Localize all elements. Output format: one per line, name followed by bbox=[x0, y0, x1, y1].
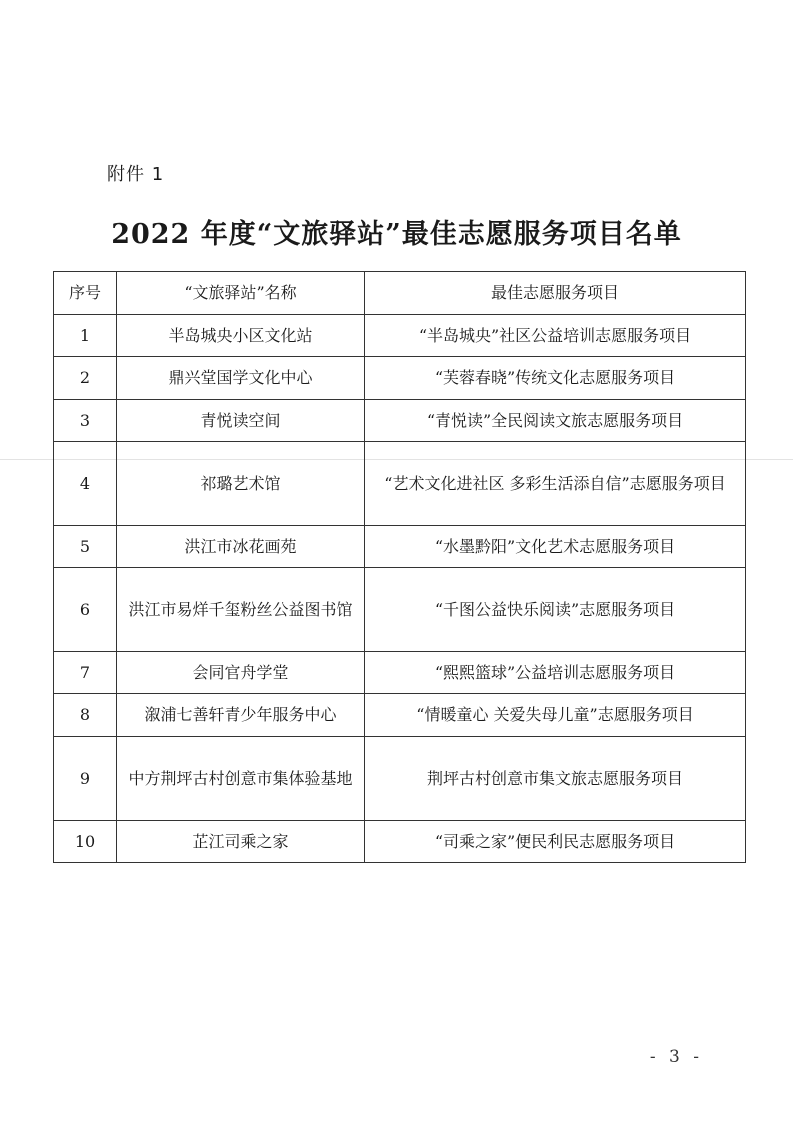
table-row bbox=[54, 526, 746, 568]
station-name: 洪江市易烊千玺粉丝公益图书馆 bbox=[117, 568, 365, 652]
project-name: “千图公益快乐阅读”志愿服务项目 bbox=[365, 568, 746, 652]
row-number: 10 bbox=[54, 821, 117, 863]
station-name: 鼎兴堂国学文化中心 bbox=[117, 357, 365, 400]
station-name: 祁璐艺术馆 bbox=[117, 442, 365, 526]
row-number: 4 bbox=[54, 442, 117, 526]
project-name: “司乘之家”便民利民志愿服务项目 bbox=[365, 821, 746, 863]
table-header-row bbox=[54, 272, 746, 315]
project-name: “青悦读”全民阅读文旅志愿服务项目 bbox=[365, 400, 746, 442]
table-row bbox=[54, 652, 746, 694]
station-name: 溆浦七善轩青少年服务中心 bbox=[117, 694, 365, 737]
table-row bbox=[54, 821, 746, 863]
table-row bbox=[54, 694, 746, 737]
row-number: 1 bbox=[54, 315, 117, 357]
project-name: “熙熙篮球”公益培训志愿服务项目 bbox=[365, 652, 746, 694]
table-row bbox=[54, 357, 746, 400]
volunteer-project-table bbox=[53, 271, 746, 863]
row-number: 2 bbox=[54, 357, 117, 400]
project-name: “情暖童心 关爱失母儿童”志愿服务项目 bbox=[365, 694, 746, 737]
project-name: “芙蓉春晓”传统文化志愿服务项目 bbox=[365, 357, 746, 400]
table-row bbox=[54, 568, 746, 652]
station-name: 半岛城央小区文化站 bbox=[117, 315, 365, 357]
station-name: 青悦读空间 bbox=[117, 400, 365, 442]
table-row bbox=[54, 400, 746, 442]
row-number: 8 bbox=[54, 694, 117, 737]
column-header-project: 最佳志愿服务项目 bbox=[365, 272, 746, 315]
project-name: 荆坪古村创意市集文旅志愿服务项目 bbox=[365, 737, 746, 821]
page-number: - 3 - bbox=[649, 1047, 703, 1067]
station-name: 中方荆坪古村创意市集体验基地 bbox=[117, 737, 365, 821]
project-name: “半岛城央”社区公益培训志愿服务项目 bbox=[365, 315, 746, 357]
row-number: 5 bbox=[54, 526, 117, 568]
station-name: 会同官舟学堂 bbox=[117, 652, 365, 694]
row-number: 9 bbox=[54, 737, 117, 821]
station-name: 洪江市冰花画苑 bbox=[117, 526, 365, 568]
table-row bbox=[54, 737, 746, 821]
column-header-number: 序号 bbox=[54, 272, 117, 315]
attachment-label: 附件 1 bbox=[107, 164, 165, 185]
table-row bbox=[54, 442, 746, 526]
row-number: 7 bbox=[54, 652, 117, 694]
station-name: 芷江司乘之家 bbox=[117, 821, 365, 863]
row-number: 3 bbox=[54, 400, 117, 442]
page-title: 2022 年度“文旅驿站”最佳志愿服务项目名单 bbox=[111, 219, 682, 250]
project-name: “水墨黔阳”文化艺术志愿服务项目 bbox=[365, 526, 746, 568]
project-name: “艺术文化进社区 多彩生活添自信”志愿服务项目 bbox=[365, 442, 746, 526]
row-number: 6 bbox=[54, 568, 117, 652]
table-row bbox=[54, 315, 746, 357]
column-header-station: “文旅驿站”名称 bbox=[117, 272, 365, 315]
